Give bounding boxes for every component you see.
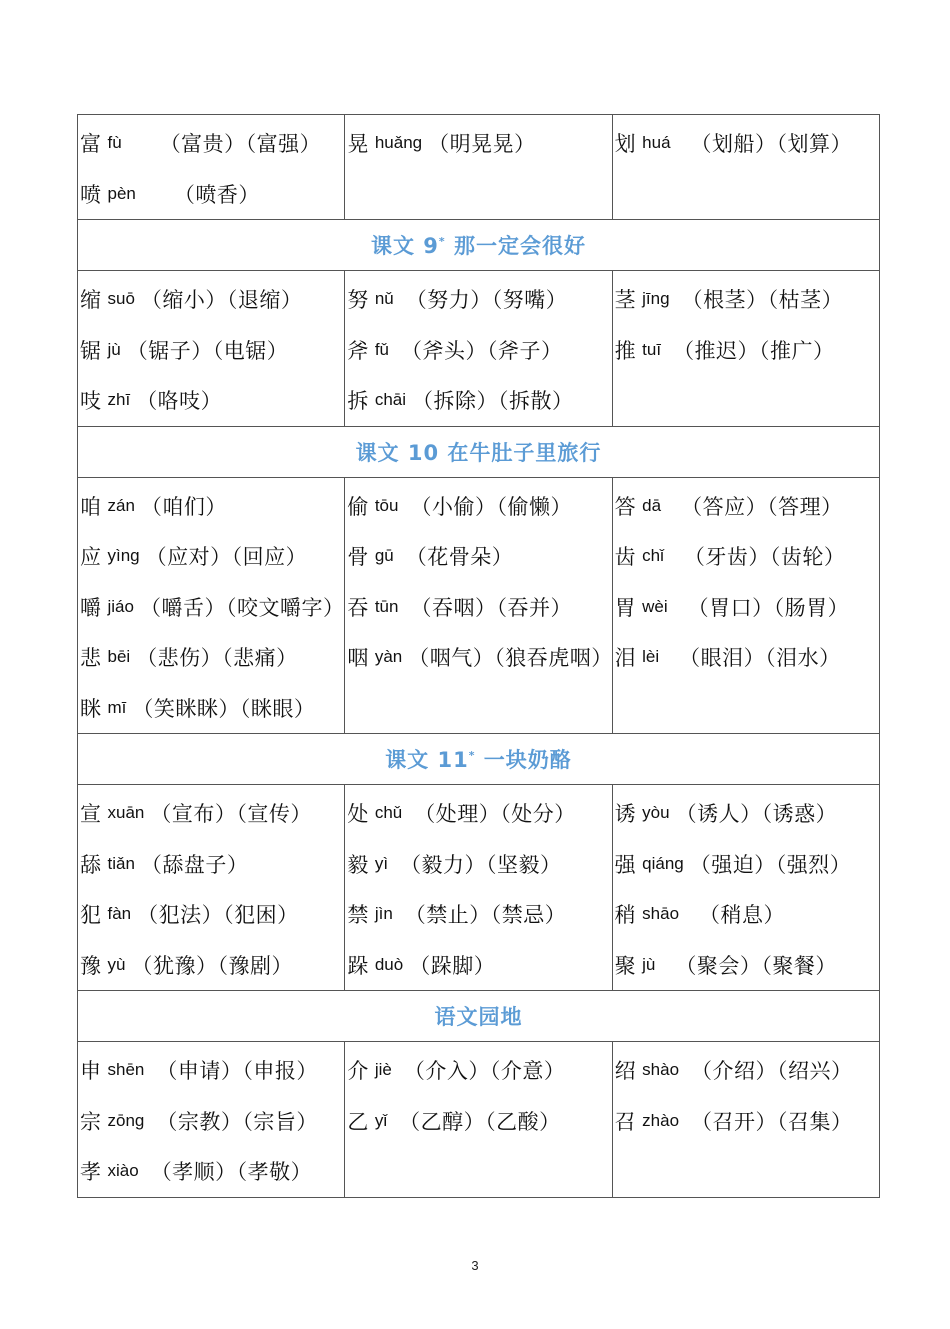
entry-words: （应对）（回应） xyxy=(145,545,308,570)
entry-character: 咱 xyxy=(80,494,102,519)
entry-character: 召 xyxy=(614,1109,637,1134)
entry-pinyin: fǔ xyxy=(374,339,390,359)
entry-character: 偷 xyxy=(347,494,369,519)
entry-character: 斧 xyxy=(347,338,369,363)
section-header xyxy=(78,734,880,785)
entry-pinyin: tiǎn xyxy=(107,853,135,873)
entry-pinyin: jù xyxy=(107,339,121,359)
entry-character: 跺 xyxy=(347,953,369,978)
entry-pinyin: jiáo xyxy=(107,596,134,616)
entry-character: 犯 xyxy=(80,903,102,928)
vocab-cell xyxy=(78,271,345,427)
vocab-cell xyxy=(78,477,345,734)
vocab-cell xyxy=(78,785,345,991)
vocab-entry xyxy=(345,375,611,426)
section-title-rest: 在牛肚子里旅行 xyxy=(439,440,602,465)
entry-character: 富 xyxy=(80,132,102,157)
section-header xyxy=(78,220,880,271)
entry-character: 孝 xyxy=(80,1160,102,1185)
entry-words: （申请）（申报） xyxy=(156,1059,318,1084)
section-title-main: 课文 10 xyxy=(355,440,440,465)
vocab-entry xyxy=(78,169,344,220)
vocab-cell xyxy=(345,477,612,734)
entry-pinyin: bēi xyxy=(107,647,131,667)
vocab-entry xyxy=(613,274,879,325)
entry-pinyin: jù xyxy=(642,954,656,974)
entry-words: （宣布）（宣传） xyxy=(150,802,312,827)
entry-character: 应 xyxy=(80,545,102,570)
vocab-entry xyxy=(78,1096,344,1147)
vocab-entry xyxy=(78,788,344,839)
entry-pinyin: yòu xyxy=(642,803,670,823)
entry-words: （舔盘子） xyxy=(140,852,249,877)
entry-pinyin: tōu xyxy=(374,495,399,515)
vocab-entry xyxy=(78,481,344,532)
entry-pinyin: gū xyxy=(374,546,394,566)
entry-character: 努 xyxy=(347,288,369,313)
entry-words: （犯法）（犯困） xyxy=(137,903,299,928)
vocab-entry xyxy=(345,118,611,169)
entry-character: 舔 xyxy=(80,852,102,877)
entry-character: 介 xyxy=(347,1059,369,1084)
entry-pinyin: huá xyxy=(642,133,671,153)
entry-character: 申 xyxy=(80,1059,102,1084)
vocab-cell xyxy=(345,785,612,991)
entry-pinyin: yìng xyxy=(107,546,140,566)
entry-words: （拆除）（拆散） xyxy=(412,389,574,414)
entry-character: 嚼 xyxy=(80,595,102,620)
vocab-entry xyxy=(345,632,611,683)
entry-pinyin: shào xyxy=(642,1060,680,1080)
entry-character: 喷 xyxy=(80,182,102,207)
vocab-entry xyxy=(613,889,879,940)
entry-character: 推 xyxy=(614,338,637,363)
entry-character: 骨 xyxy=(347,545,369,570)
entry-words: （悲伤）（悲痛） xyxy=(136,646,298,671)
entry-character: 聚 xyxy=(614,953,637,978)
entry-pinyin: suō xyxy=(107,289,135,309)
section-title-main: 语文园地 xyxy=(434,1005,523,1029)
entry-words: （咱们） xyxy=(140,494,227,519)
entry-pinyin: yù xyxy=(107,954,126,974)
entry-character: 眯 xyxy=(80,696,102,721)
entry-words: （强迫）（强烈） xyxy=(689,852,852,877)
section-title xyxy=(435,1005,523,1029)
entry-character: 乙 xyxy=(347,1109,369,1134)
vocab-cell xyxy=(612,1042,879,1198)
entry-words: （处理）（处分） xyxy=(414,802,576,827)
entry-pinyin: zhào xyxy=(642,1110,680,1130)
vocab-table xyxy=(77,114,880,1198)
entry-words: （缩小）（退缩） xyxy=(140,288,303,313)
page-number: 3 xyxy=(471,1258,479,1273)
vocab-cell xyxy=(612,115,879,220)
entry-words: （锯子）（电锯） xyxy=(126,338,289,363)
vocab-cell xyxy=(345,1042,612,1198)
entry-pinyin: yǐ xyxy=(374,1110,388,1130)
entry-words: （禁止）（禁忌） xyxy=(404,903,567,928)
vocab-entry xyxy=(78,375,344,426)
entry-pinyin: tuī xyxy=(642,339,662,359)
entry-character: 胃 xyxy=(614,595,637,620)
vocab-entry xyxy=(345,1045,611,1096)
vocab-entry xyxy=(613,839,879,890)
vocab-entry xyxy=(78,632,344,683)
vocab-entry xyxy=(613,1096,879,1147)
vocab-cell xyxy=(78,115,345,220)
entry-character: 处 xyxy=(347,802,369,827)
entry-pinyin: jīng xyxy=(642,289,670,309)
section-body xyxy=(78,115,880,220)
vocab-entry xyxy=(78,1146,344,1197)
vocab-entry xyxy=(78,1045,344,1096)
entry-character: 锯 xyxy=(80,338,102,363)
vocab-entry xyxy=(345,839,611,890)
vocab-entry xyxy=(613,1045,879,1096)
entry-words: （胃口）（肠胃） xyxy=(687,595,850,620)
entry-character: 茎 xyxy=(614,288,637,313)
vocab-entry xyxy=(345,481,611,532)
vocab-entry xyxy=(613,481,879,532)
entry-words: （花骨朵） xyxy=(405,545,514,570)
vocab-entry xyxy=(613,531,879,582)
entry-words: （孝顺）（孝敬） xyxy=(150,1160,313,1185)
section-title-main: 课文 9 xyxy=(370,234,439,258)
entry-pinyin: dā xyxy=(642,495,662,515)
entry-pinyin: xuān xyxy=(107,803,145,823)
vocab-entry xyxy=(345,274,611,325)
entry-words: （召开）（召集） xyxy=(691,1109,853,1134)
vocab-entry xyxy=(345,531,611,582)
entry-words: （吞咽）（吞并） xyxy=(410,595,572,620)
section-header xyxy=(78,426,880,477)
entry-pinyin: fù xyxy=(107,133,122,153)
entry-pinyin: zōng xyxy=(107,1110,145,1130)
entry-words: （介绍）（绍兴） xyxy=(691,1059,853,1084)
entry-character: 禁 xyxy=(347,903,369,928)
entry-character: 悲 xyxy=(80,646,102,671)
entry-pinyin: lèi xyxy=(642,647,660,667)
entry-pinyin: wèi xyxy=(642,596,668,616)
vocab-entry xyxy=(78,889,344,940)
section-body xyxy=(78,1042,880,1198)
entry-words: （犹豫）（豫剧） xyxy=(131,953,293,978)
entry-words: （明晃晃） xyxy=(428,132,536,157)
vocab-entry xyxy=(613,118,879,169)
entry-words: （介入）（介意） xyxy=(403,1059,566,1084)
entry-words: （牙齿）（齿轮） xyxy=(683,545,846,570)
entry-words: （诱人）（诱惑） xyxy=(675,802,838,827)
entry-pinyin: jiè xyxy=(374,1060,392,1080)
entry-character: 豫 xyxy=(80,953,102,978)
entry-pinyin: yì xyxy=(374,853,389,873)
entry-character: 宗 xyxy=(80,1109,102,1134)
entry-character: 咽 xyxy=(347,646,369,671)
entry-character: 毅 xyxy=(347,852,369,877)
vocab-entry xyxy=(78,839,344,890)
entry-pinyin: zhī xyxy=(107,390,131,410)
entry-pinyin: chāi xyxy=(374,390,407,410)
entry-character: 诱 xyxy=(614,802,637,827)
section-title-rest: 那一定会很好 xyxy=(445,234,586,258)
entry-pinyin: jìn xyxy=(374,904,393,924)
entry-character: 宣 xyxy=(80,802,102,827)
vocab-cell xyxy=(345,115,612,220)
vocab-entry xyxy=(613,788,879,839)
entry-words: （毅力）（坚毅） xyxy=(400,852,562,877)
entry-pinyin: shāo xyxy=(642,904,680,924)
section-title xyxy=(385,748,572,772)
entry-pinyin: duò xyxy=(374,954,404,974)
section-title-mark: * xyxy=(438,235,446,248)
vocab-entry xyxy=(345,940,611,991)
entry-character: 晃 xyxy=(347,132,369,157)
section-title xyxy=(356,441,602,465)
entry-words: （嚼舌）（咬文嚼字） xyxy=(139,595,345,620)
section-body xyxy=(78,785,880,991)
entry-words: （小偷）（偷懒） xyxy=(410,494,572,519)
vocab-entry xyxy=(613,940,879,991)
vocab-entry xyxy=(613,582,879,633)
section-title-rest: 一块奶酪 xyxy=(475,748,572,772)
entry-character: 拆 xyxy=(347,389,369,414)
vocab-entry xyxy=(78,683,344,734)
section-title-main: 课文 11 xyxy=(385,748,469,772)
vocab-entry xyxy=(345,325,611,376)
vocab-entry xyxy=(78,940,344,991)
vocab-entry xyxy=(345,889,611,940)
section-title xyxy=(371,234,586,258)
entry-words: （聚会）（聚餐） xyxy=(675,953,837,978)
vocab-entry xyxy=(613,325,879,376)
entry-character: 齿 xyxy=(614,545,637,570)
entry-pinyin: chǐ xyxy=(642,546,664,566)
vocab-entry xyxy=(613,632,879,683)
section-body xyxy=(78,271,880,427)
entry-words: （努力）（努嘴） xyxy=(405,288,568,313)
entry-character: 吱 xyxy=(80,389,102,414)
vocab-cell xyxy=(612,477,879,734)
entry-words: （咯吱） xyxy=(136,389,223,414)
entry-pinyin: pèn xyxy=(107,183,136,203)
entry-words: （答应）（答理） xyxy=(681,494,843,519)
entry-pinyin: nǔ xyxy=(374,289,394,309)
vocab-entry xyxy=(78,531,344,582)
entry-character: 缩 xyxy=(80,288,102,313)
section-header xyxy=(78,991,880,1042)
vocab-cell xyxy=(78,1042,345,1198)
entry-pinyin: yàn xyxy=(374,647,403,667)
entry-words: （斧头）（斧子） xyxy=(401,338,563,363)
entry-character: 稍 xyxy=(614,903,637,928)
vocab-entry xyxy=(345,582,611,633)
vocab-entry xyxy=(345,788,611,839)
vocab-entry xyxy=(78,118,344,169)
entry-pinyin: fàn xyxy=(107,904,132,924)
vocab-entry xyxy=(78,325,344,376)
entry-words: （根茎）（枯茎） xyxy=(681,288,844,313)
entry-pinyin: tūn xyxy=(374,596,399,616)
entry-words: （笑眯眯）（眯眼） xyxy=(132,696,316,721)
entry-pinyin: chǔ xyxy=(374,803,403,823)
section-body xyxy=(78,477,880,734)
entry-words: （推迟）（推广） xyxy=(673,338,835,363)
entry-words: （稍息） xyxy=(699,903,786,928)
entry-pinyin: qiáng xyxy=(642,853,684,873)
entry-character: 绍 xyxy=(614,1059,637,1084)
vocab-cell xyxy=(345,271,612,427)
entry-pinyin: shēn xyxy=(107,1060,145,1080)
vocab-cell xyxy=(612,785,879,991)
entry-pinyin: huǎng xyxy=(374,133,423,153)
vocab-entry xyxy=(345,1096,611,1147)
entry-words: （富贵）（富强） xyxy=(159,132,322,157)
section-title-mark: * xyxy=(468,749,476,762)
entry-character: 泪 xyxy=(614,646,637,671)
entry-pinyin: zán xyxy=(107,495,135,515)
entry-character: 答 xyxy=(614,494,637,519)
entry-words: （宗教）（宗旨） xyxy=(156,1109,318,1134)
entry-words: （喷香） xyxy=(173,182,260,207)
entry-character: 强 xyxy=(614,852,637,877)
entry-pinyin: xiào xyxy=(107,1161,139,1181)
entry-words: （乙醇）（乙酸） xyxy=(399,1109,561,1134)
entry-character: 吞 xyxy=(347,595,369,620)
entry-words: （咽气）（狼吞虎咽） xyxy=(408,646,613,671)
entry-character: 划 xyxy=(614,132,637,157)
entry-words: （眼泪）（泪水） xyxy=(679,646,841,671)
entry-words: （划船）（划算） xyxy=(690,132,853,157)
entry-pinyin: mī xyxy=(107,697,127,717)
vocab-entry xyxy=(78,274,344,325)
vocab-entry xyxy=(78,582,344,633)
entry-words: （跺脚） xyxy=(409,953,496,978)
vocab-cell xyxy=(612,271,879,427)
